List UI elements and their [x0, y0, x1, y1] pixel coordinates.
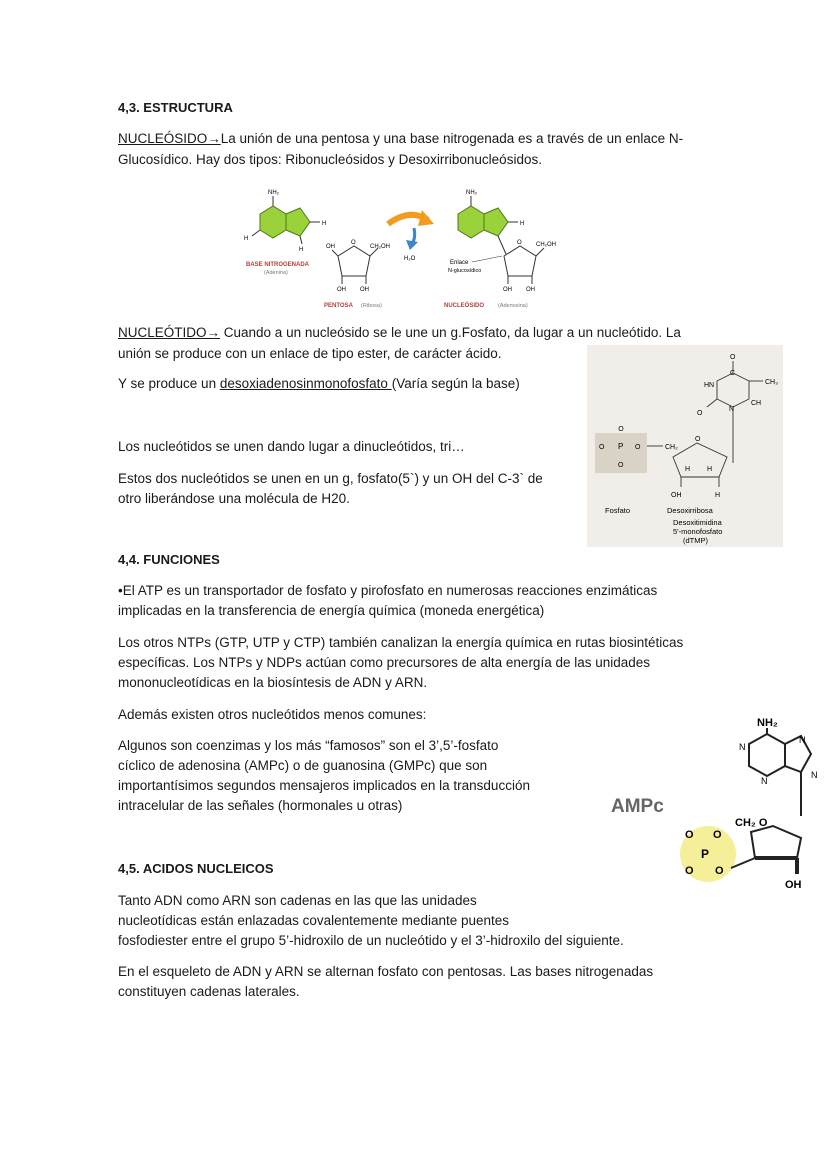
- ampc-o4: O: [715, 865, 724, 877]
- desoxi-post: (Varía según la base): [391, 376, 520, 391]
- enlace-sub-label: N-glucosídico: [448, 268, 482, 274]
- water-label: H₂O: [404, 256, 416, 262]
- nucleosido-definition-line2: Glucosídico. Hay dos tipos: Ribonucleósidos y Desoxirribonucleósidos.: [118, 152, 542, 167]
- adenine-base-left: [252, 196, 320, 244]
- otros-nucleotidos-text: Además existen otros nucleótidos menos comunes:: [118, 707, 427, 722]
- nucleotido-definition-line2: unión se produce con un enlace de tipo ester, de carácter ácido.: [118, 346, 502, 361]
- acidos-text-p1-line2: nucleotídicas están enlazadas covalentemente mediante puentes: [118, 913, 510, 928]
- nucleotido-definition-line1: [118, 323, 681, 343]
- h-label-left: H: [244, 236, 249, 242]
- nucleosido-figure-label: NUCLEÓSIDO: [444, 303, 485, 309]
- nucleoside-formation-figure: [240, 184, 570, 314]
- dtmp-name-2: 5'-monofosfato: [673, 527, 723, 536]
- oh-right-1: OH: [503, 287, 512, 293]
- union-text-line1: Estos dos nucleótidos se unen en un g, fosfato(5`) y un OH del C-3` de: [118, 471, 543, 486]
- deoxyribose-o: O: [695, 436, 701, 443]
- h-label-left-2: H: [322, 221, 327, 227]
- ampc-n2: N: [799, 735, 806, 745]
- section-heading-acidos-nucleicos: 4,5. ACIDOS NUCLEICOS: [118, 861, 274, 876]
- ampc-nh2: NH₂: [757, 717, 778, 729]
- section-heading-estructura: 4,3. ESTRUCTURA: [118, 100, 233, 115]
- adenine-base-right: [458, 196, 518, 254]
- thymine-o-left: O: [697, 410, 703, 417]
- ampc-o3: O: [685, 865, 694, 877]
- h-label-right: H: [520, 221, 525, 227]
- ntp-text-line1: Los otros NTPs (GTP, UTP y CTP) también canalizan la energía química en rutas biosintéticas: [118, 635, 684, 650]
- deoxyribose-h2: H: [707, 466, 713, 473]
- nucleotido-def-text: Cuando a un nucleósido se le une un g.Fosfato, da lugar a un nucleótido. La: [220, 325, 681, 340]
- thymine-ch: CH: [751, 400, 762, 407]
- o-ribose: O: [351, 240, 356, 246]
- atp-text-line1: •El ATP es un transportador de fosfato y pirofosfato en numerosas reacciones enzimáticas: [118, 583, 658, 598]
- nh2-label-left: NH₂: [268, 190, 279, 196]
- union-text-line2: otro liberándose una molécula de H20.: [118, 491, 350, 506]
- adenosina-label: (Adenosina): [498, 303, 528, 309]
- ribose-ring: [332, 246, 378, 284]
- thymine-c: C: [730, 370, 736, 377]
- oh-ribose-2: OH: [337, 287, 346, 293]
- atp-text-line2: implicadas en la transferencia de energía química (moneda energética): [118, 603, 545, 618]
- ntp-text-line2: específicas. Los NTPs y NDPs actúan como precursores de alta energía de las unidades: [118, 655, 651, 670]
- acidos-text-p2-line2: constituyen cadenas laterales.: [118, 984, 300, 999]
- nucleotido-term: NUCLEÓTIDO→: [118, 325, 221, 340]
- nh2-label-right: NH₂: [466, 190, 477, 196]
- deoxyribose-h1: H: [685, 466, 691, 473]
- dinucleotidos-text: Los nucleótidos se unen dando lugar a dinucleótidos, tri…: [118, 439, 465, 454]
- ampc-o1: O: [685, 829, 694, 841]
- acidos-text-p2-line1: En el esqueleto de ADN y ARN se alternan fosfato con pentosas. Las bases nitrogenadas: [118, 964, 654, 979]
- ampc-figure: [605, 708, 825, 898]
- ch2-label: CH₂: [665, 444, 678, 451]
- thymine-n: N: [729, 406, 735, 413]
- h-label-left-3: H: [299, 247, 304, 253]
- ribosa-label: (Ribosa): [361, 303, 382, 309]
- thymine-o-top: O: [730, 354, 736, 361]
- ampc-o2: O: [713, 829, 722, 841]
- ntp-text-line3: mononucleotídicas en la biosíntesis de ADN y ARN.: [118, 675, 428, 690]
- o-ribose-right: O: [517, 240, 522, 246]
- oh-right-2: OH: [526, 287, 535, 293]
- desoxi-sentence: [118, 374, 520, 394]
- ch2oh-ribose: CH₂OH: [370, 244, 390, 250]
- thymine-ch3: CH₃: [765, 379, 778, 386]
- coenzimas-text-line1: Algunos son coenzimas y los más “famosos” son el 3’,5’-fosfato: [118, 738, 499, 753]
- enlace-label: Enlace: [450, 260, 469, 266]
- ampc-p: P: [701, 847, 710, 861]
- nucleosido-definition-line1: [118, 129, 683, 149]
- fosfato-label: Fosfato: [605, 506, 631, 515]
- ribose-ring-right: [504, 246, 544, 284]
- oh-ribose-3: OH: [360, 287, 369, 293]
- nucleosido-def-text: La unión de una pentosa y una base nitrogenada es a través de un enlace N-: [220, 131, 684, 146]
- phosphate-o-left: O: [599, 444, 605, 451]
- ampc-ch2o: CH₂ O: [735, 817, 768, 829]
- deoxyribose-oh: OH: [671, 492, 682, 499]
- phosphate-o-top: O: [618, 426, 624, 433]
- thymine-hn: HN: [704, 382, 715, 389]
- ampc-n3: N: [811, 770, 818, 780]
- dtmp-name-3: (dTMP): [683, 536, 708, 545]
- phosphate-o-bottom: O: [618, 462, 624, 469]
- adenina-label: (Adenina): [264, 270, 288, 276]
- ampc-ribose: [731, 826, 801, 874]
- nucleosido-term: NUCLEÓSIDO→: [118, 131, 221, 146]
- section-heading-funciones: 4,4. FUNCIONES: [118, 552, 220, 567]
- deoxyribose-h3: H: [715, 492, 721, 499]
- acidos-text-p1-line3: fosfodiester entre el grupo 5’-hidroxilo de un nucleótido y el 3’-hidroxilo del siguiente.: [118, 933, 624, 948]
- coenzimas-text-line2: cíclico de adenosina (AMPc) o de guanosina (GMPc) que son: [118, 758, 488, 773]
- desoxi-pre: Y se produce un: [118, 376, 220, 391]
- phosphate-p: P: [618, 442, 624, 451]
- base-nitrogenada-label: BASE NITROGENADA: [246, 262, 310, 268]
- ampc-n1: N: [739, 742, 746, 752]
- desoxirribosa-label: Desoxirribosa: [667, 506, 713, 515]
- desoxi-term: desoxiadenosinmonofosfato: [219, 376, 392, 391]
- dtmp-figure: [587, 345, 783, 547]
- coenzimas-text-line3: importantísimos segundos mensajeros implicados en la transducción: [118, 778, 530, 793]
- phosphate-o-right: O: [635, 444, 641, 451]
- ch2oh-right: CH₂OH: [536, 242, 556, 248]
- ampc-n4: N: [761, 776, 768, 786]
- oh-ribose-1: OH: [326, 244, 335, 250]
- ampc-oh: OH: [785, 879, 802, 891]
- acidos-text-p1-line1: Tanto ADN como ARN son cadenas en las que las unidades: [118, 893, 477, 908]
- dtmp-name-1: Desoxitimidina: [673, 518, 722, 527]
- ampc-label: AMPc: [611, 796, 664, 817]
- pentosa-label: PENTOSA: [324, 303, 353, 309]
- coenzimas-text-line4: intracelular de las señales (hormonales u otras): [118, 798, 403, 813]
